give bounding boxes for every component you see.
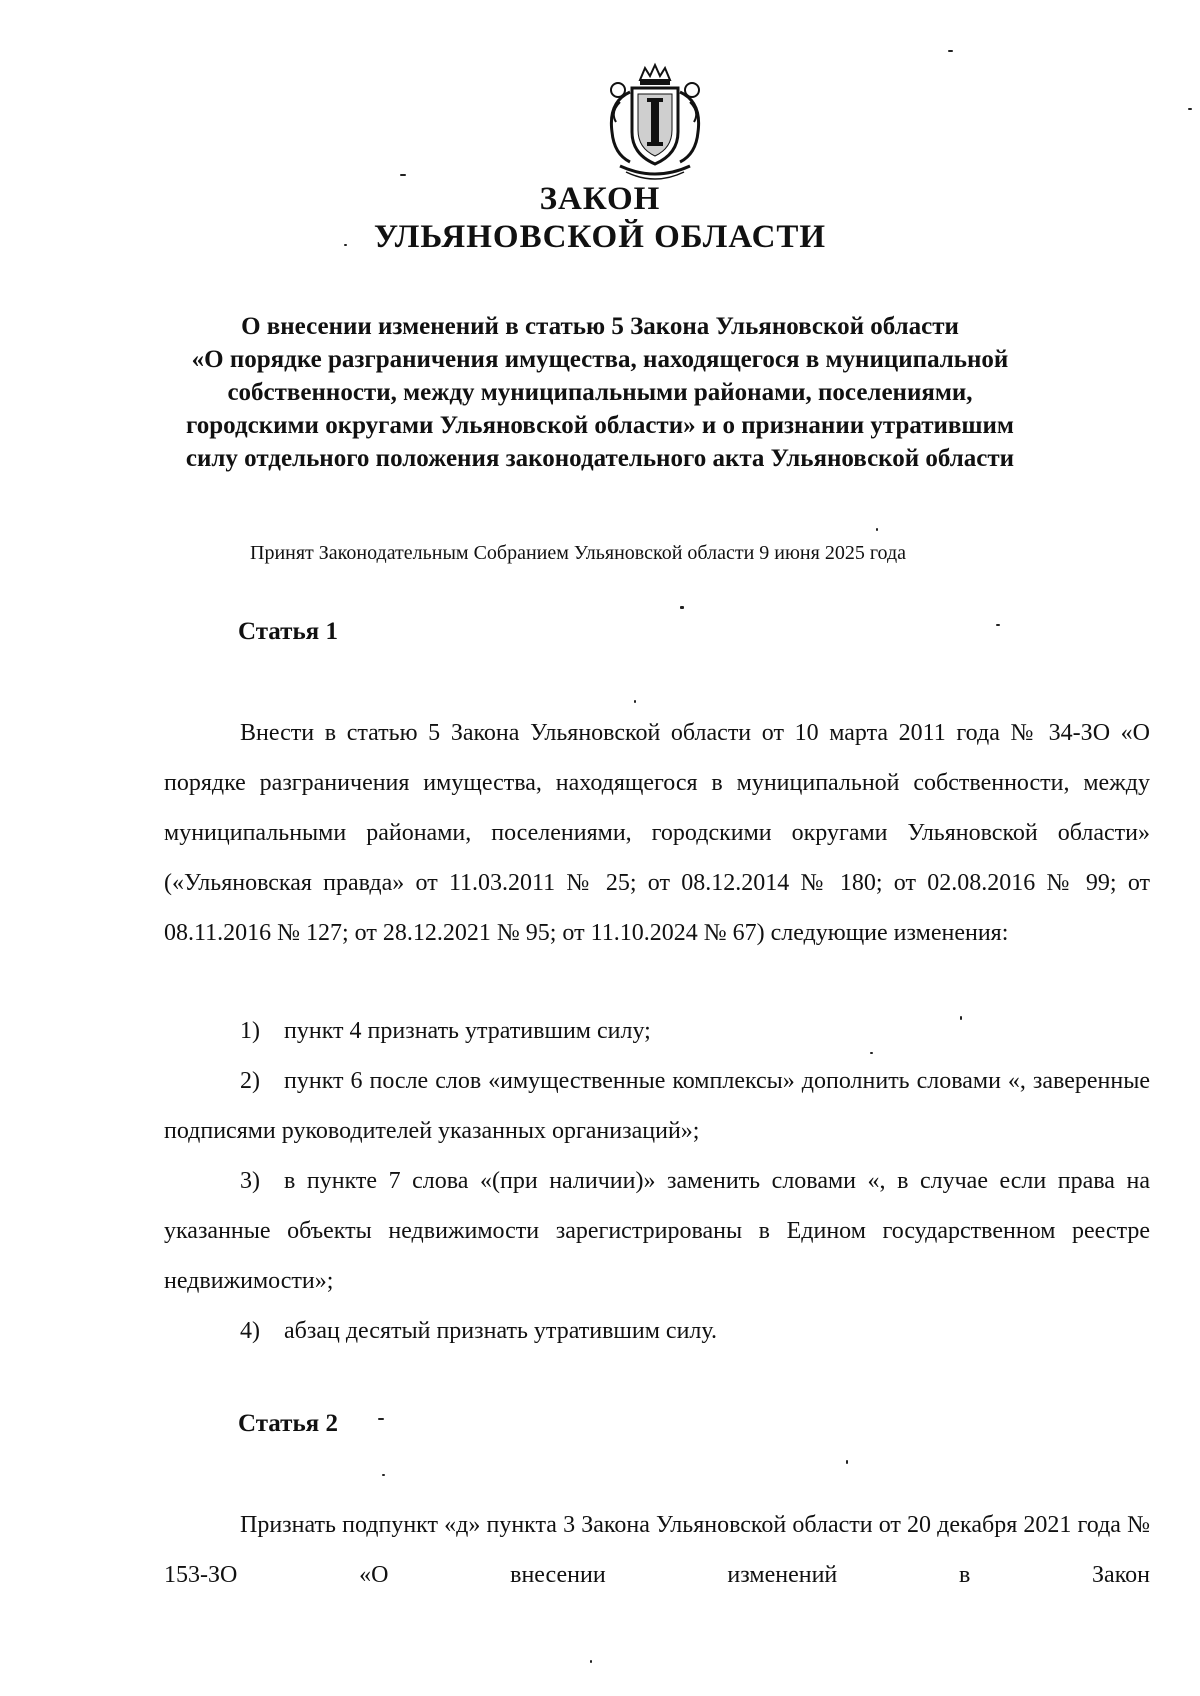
item-number: 3): [240, 1168, 260, 1194]
law-heading-line: собственности, между муниципальными районами, поселениями,: [227, 379, 973, 406]
scan-speck: [382, 1474, 385, 1476]
article-2-title: Статья 2: [238, 1410, 338, 1437]
item-number: 1): [240, 1018, 260, 1044]
article-1-item-1: [240, 1006, 651, 1056]
scan-speck: [870, 1052, 873, 1054]
item-number: 2): [240, 1068, 260, 1094]
article-1-title: Статья 1: [238, 618, 338, 645]
scan-speck: [876, 528, 878, 531]
scan-speck: [590, 1660, 592, 1663]
scan-speck: [378, 1418, 384, 1420]
law-title-line2: УЛЬЯНОВСКОЙ ОБЛАСТИ: [373, 219, 827, 255]
scan-speck: [400, 174, 406, 176]
article-1-item-2: [164, 1056, 1150, 1156]
item-number: 4): [240, 1318, 260, 1344]
law-title: [0, 180, 1200, 256]
scan-speck: [344, 244, 347, 246]
article-1-item-3: [164, 1156, 1150, 1306]
item-text: пункт 6 после слов «имущественные комплексы» дополнить словами «, заверенные подписями руководителей указанных организаций»;: [164, 1068, 1150, 1144]
law-heading-line: «О порядке разграничения имущества, находящегося в муниципальной: [191, 346, 1009, 373]
law-heading-line: городскими округами Ульяновской области» и о признании утратившим: [186, 412, 1014, 439]
item-text: пункт 4 признать утратившим силу;: [284, 1018, 651, 1044]
adoption-note: Принят Законодательным Собранием Ульяновской области 9 июня 2025 года: [250, 542, 906, 564]
scan-speck: [960, 1016, 962, 1020]
article-2-text-content: Признать подпункт «д» пункта 3 Закона Ульяновской области от 20 декабря 2021 года № 153-ЗО «О внесении изменений в Закон: [164, 1512, 1150, 1588]
law-heading: [150, 310, 1050, 475]
law-heading-line: силу отдельного положения законодательного акта Ульяновской области: [185, 445, 1015, 472]
scan-speck: [1188, 108, 1192, 110]
law-heading-line: О внесении изменений в статью 5 Закона Ульяновской области: [241, 313, 959, 340]
article-1-item-4: [240, 1306, 717, 1356]
law-title-line1: ЗАКОН: [539, 181, 661, 217]
article-1-intro: [164, 708, 1150, 958]
item-text: абзац десятый признать утратившим силу.: [284, 1318, 717, 1344]
article-1-intro-text: Внести в статью 5 Закона Ульяновской области от 10 марта 2011 года № 34-ЗО «О порядке разграничения имущества, находящегося в муниципальной собственности, между муниципальными районами, поселениями, городскими округами Ульяновской области» («Ульяновская правда» от 11.03.2011 № 25; от 08.12.2014 № 180; от 02.08.2016 № 99; от 08.11.2016 № 127; от 28.12.2021 № 95; от 11.10.2024 № 67) следующие изменения:: [164, 720, 1150, 946]
scan-speck: [996, 624, 1000, 626]
scan-speck: [680, 606, 684, 609]
scan-speck: [634, 700, 636, 703]
scan-speck: [846, 1460, 848, 1464]
item-text: в пункте 7 слова «(при наличии)» заменить словами «, в случае если права на указанные объекты недвижимости зарегистрированы в Едином государственном реестре недвижимости»;: [164, 1168, 1150, 1294]
article-2-text: [164, 1500, 1150, 1600]
coat-of-arms-icon: [590, 62, 720, 182]
scan-speck: [948, 50, 953, 52]
